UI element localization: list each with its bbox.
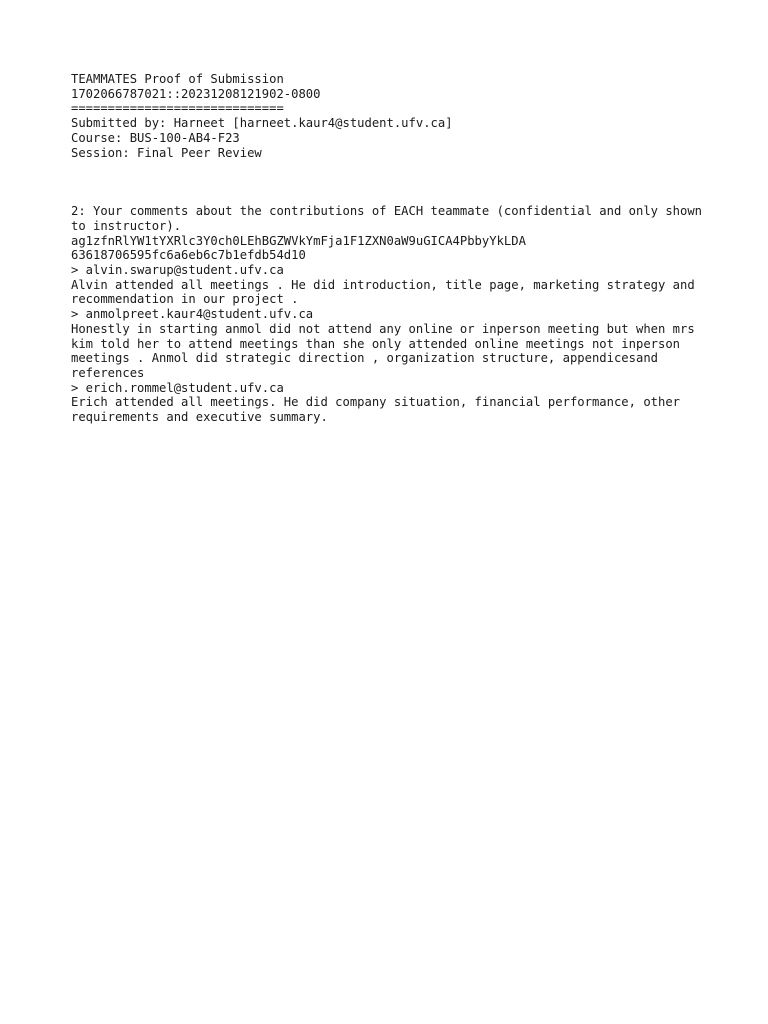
course-line: Course: BUS-100-AB4-F23: [71, 130, 240, 145]
document-title: TEAMMATES Proof of Submission: [71, 72, 284, 86]
response-comment: Honestly in starting anmol did not attend any online or inperson meeting but when mrs kim told her to attend meetings than she only attended online meetings not inperson meetings . Anmol did strategic direction , organization structure, appendicesand references: [71, 321, 703, 380]
question-text: 2: Your comments about the contributions of EACH teammate (confidential and only shown to instructor).: [71, 204, 710, 233]
response-recipient: > alvin.swarup@student.ufv.ca: [71, 263, 284, 278]
response-recipient: > anmolpreet.kaur4@student.ufv.ca: [71, 307, 314, 322]
submission-text: [71, 72, 711, 425]
submission-id: 1702066787021::20231208121902-0800: [71, 86, 321, 101]
response-comment: Alvin attended all meetings . He did introduction, title page, marketing strategy and recommendation in our project .: [71, 277, 703, 307]
separator-line: =============================: [71, 101, 284, 116]
response-recipient: > erich.rommel@student.ufv.ca: [71, 380, 284, 395]
session-line: Session: Final Peer Review: [71, 145, 262, 160]
spacer: [71, 160, 711, 204]
question-hash: 63618706595fc6a6eb6c7b1efdb54d10: [71, 248, 306, 263]
submitted-by: Submitted by: Harneet [harneet.kaur4@student.ufv.ca]: [71, 116, 453, 131]
question-key: ag1zfnRlYW1tYXRlc3Y0ch0LEhBGZWVkYmFja1F1ZXN0aW9uGICA4PbbyYkLDA: [71, 233, 526, 248]
response-comment: Erich attended all meetings. He did company situation, financial performance, other requirements and executive summary.: [71, 395, 688, 425]
